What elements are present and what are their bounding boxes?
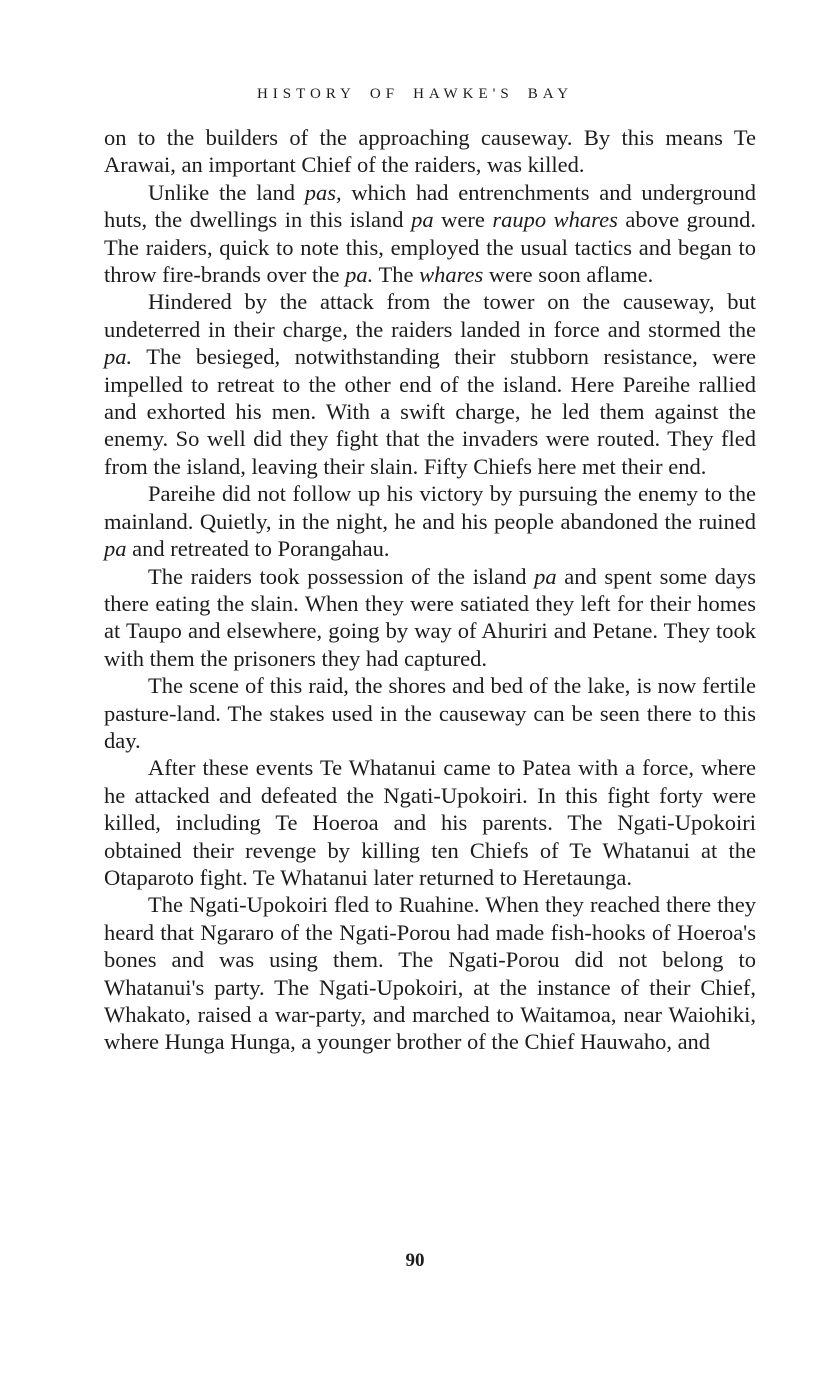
italic-term: pa [534,563,557,589]
italic-term: pa [411,207,434,233]
paragraph [104,891,756,1055]
paragraph [104,124,756,179]
text-run: The scene of this raid, the shores and bed of the lake, is now fertile pasture-land. The stakes used in the causeway can be seen there to this day. [104,673,756,753]
paragraph [104,179,756,289]
text-run: Unlike the land [148,179,305,205]
text-run: The Ngati-Upokoiri fled to Ruahine. When they reached there they heard that Ngararo of the Ngati-Porou had made fish-hooks of Hoeroa's bones and was using them. The Ngati-Porou did not belong to Whatanui's party. The Ngati-Upokoiri, at the instance of their Chief, Whakato, raised a war-party, and marched to Waitamoa, near Waiohiki, where Hunga Hunga, a younger brother of the Chief Hauwaho, and [104,892,756,1055]
paragraph [104,672,756,754]
paragraph [104,563,756,673]
page-number: 90 [405,1250,425,1271]
text-run: were [433,207,493,233]
italic-term: raupo whares [492,207,618,233]
text-run: which had entrenchments and underground huts, the dwellings in this island [104,179,756,233]
text-run: were soon aflame. [483,262,654,288]
italic-term: pa [104,536,127,562]
italic-term: pa. [104,344,133,370]
text-run: and retreated to Porangahau. [126,536,390,562]
running-head-word: BAY [527,86,574,102]
text-run: on to the builders of the approaching causeway. By this means Te Arawai, an important Chief of the raiders, was killed. [104,125,756,178]
running-head-word: HAWKE'S [413,86,514,102]
italic-term: pa. [345,262,374,288]
paragraph [104,480,756,562]
paragraph [104,288,756,480]
text-run: After these events Te Whatanui came to Patea with a force, where he attacked and defeated the Ngati-Upokoiri. In this fight forty were killed, including Te Hoeroa and his parents. The Ngati-Upokoiri obtained their revenge by killing ten Chiefs of Te Whatanui at the Otaparoto fight. Te Whatanui later returned to Heretaunga. [104,755,756,890]
italic-term: whares [419,262,484,288]
body-text [104,124,756,1056]
text-run: Hindered by the attack from the tower on the causeway, but undeterred in their charge, the raiders landed in force and stormed the [104,289,756,342]
paragraph [104,754,756,891]
text-run: above ground. The raiders, quick to note this, employed the usual tactics and began to throw fire-brands over the [104,207,757,288]
running-head-word: OF [369,86,400,102]
text-run: Pareihe did not follow up his victory by pursuing the enemy to the mainland. Quietly, in the night, he and his people abandoned the ruined [104,481,756,534]
running-head [0,86,830,103]
running-head-word: HISTORY [256,86,356,102]
text-run: The raiders took possession of the island [148,563,535,589]
text-run: The [373,262,420,288]
text-run: The besieged, notwithstanding their stubborn resistance, were impelled to retreat to the other end of the island. Here Pareihe rallied and exhorted his men. With a swift charge, he led them against the enemy. So well did they fight that the invaders were routed. They fled from the island, leaving their slain. Fifty Chiefs here met their end. [104,344,756,479]
italic-term: pas, [304,179,342,205]
text-run: and spent some days there eating the slain. When they were satiated they left for their homes at Taupo and elsewhere, going by way of Ahuriri and Petane. They took with them the prisoners they had captured. [104,563,756,671]
